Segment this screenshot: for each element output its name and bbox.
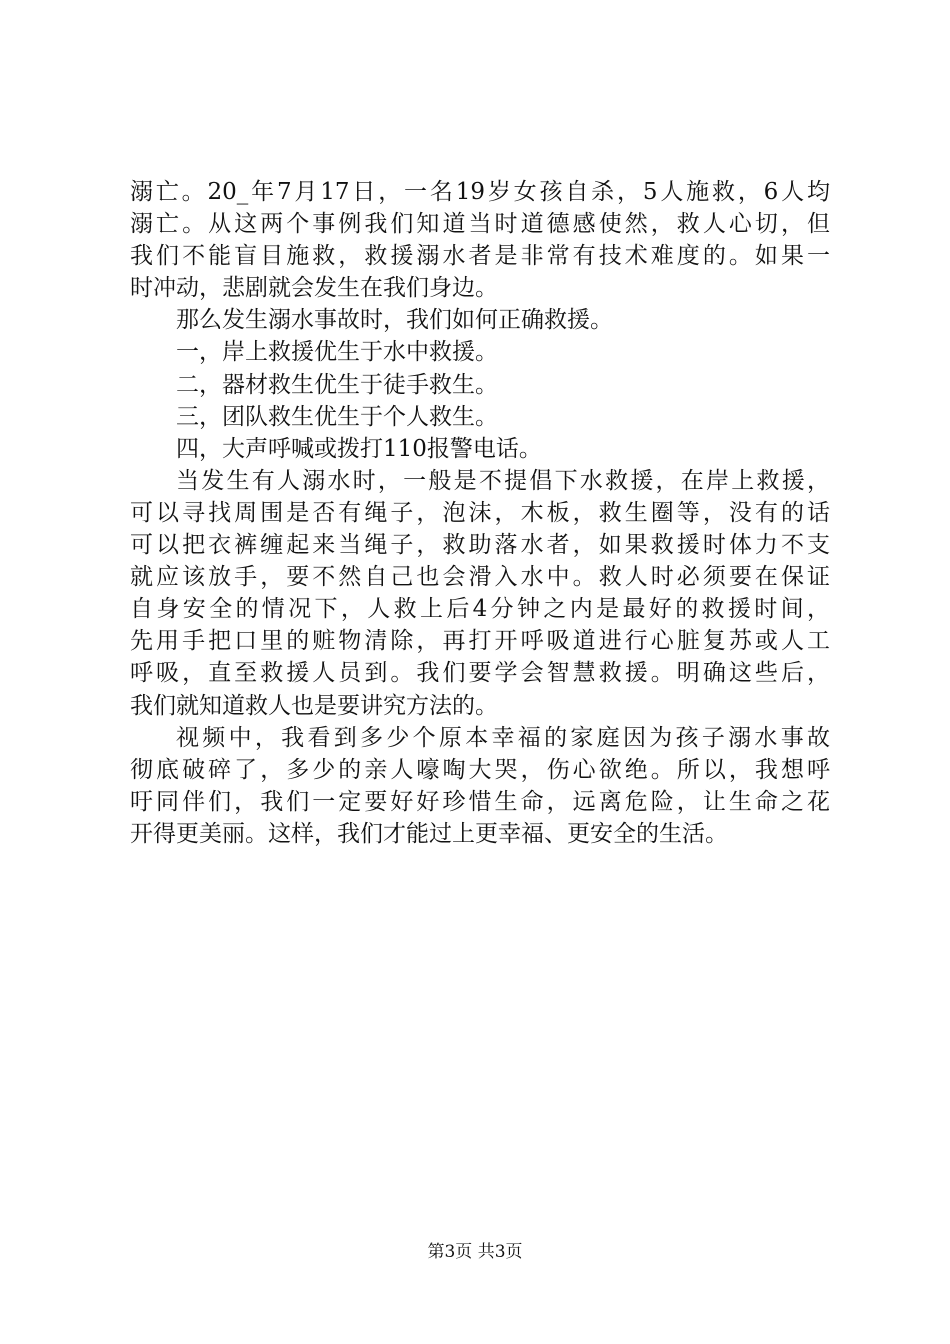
text-line: 吁同伴们，我们一定要好好珍惜生命，远离危险，让生命之花 xyxy=(130,788,830,815)
text-line: 视频中，我看到多少个原本幸福的家庭因为孩子溺水事故 xyxy=(176,724,830,751)
text-line: 时冲动，悲剧就会发生在我们身边。 xyxy=(130,275,498,302)
list-item: 一，岸上救援优生于水中救援。 xyxy=(176,339,498,366)
page-number-footer: 第3页 共3页 xyxy=(427,1242,523,1262)
text-line: 可以把衣裤缠起来当绳子，救助落水者，如果救援时体力不支 xyxy=(130,532,830,559)
text-line: 我们不能盲目施救，救援溺水者是非常有技术难度的。如果一 xyxy=(130,243,830,270)
text-line: 溺亡。20_年7月17日，一名19岁女孩自杀，5人施救，6人均 xyxy=(130,179,830,205)
list-item: 三，团队救生优生于个人救生。 xyxy=(176,403,498,430)
text-line: 先用手把口里的赃物清除，再打开呼吸道进行心脏复苏或人工 xyxy=(130,628,830,655)
text-line: 当发生有人溺水时，一般是不提倡下水救援，在岸上救援， xyxy=(176,467,830,494)
list-item: 二，器材救生优生于徒手救生。 xyxy=(176,371,498,398)
text-line: 那么发生溺水事故时，我们如何正确救援。 xyxy=(176,307,613,334)
text-line: 自身安全的情况下，人救上后4分钟之内是最好的救援时间， xyxy=(130,596,830,623)
list-item: 四，大声呼喊或拨打110报警电话。 xyxy=(176,435,542,462)
text-line: 就应该放手，要不然自己也会滑入水中。救人时必须要在保证 xyxy=(130,564,830,591)
text-line: 彻底破碎了，多少的亲人嚎啕大哭，伤心欲绝。所以，我想呼 xyxy=(130,756,830,783)
text-line: 开得更美丽。这样，我们才能过上更幸福、更安全的生活。 xyxy=(130,820,728,847)
text-line: 我们就知道救人也是要讲究方法的。 xyxy=(130,692,498,719)
text-line: 可以寻找周围是否有绳子，泡沫，木板，救生圈等，没有的话 xyxy=(130,499,830,526)
text-line: 溺亡。从这两个事例我们知道当时道德感使然，救人心切，但 xyxy=(130,211,830,238)
text-line: 呼吸，直至救援人员到。我们要学会智慧救援。明确这些后， xyxy=(130,660,830,687)
body-text xyxy=(130,176,830,850)
